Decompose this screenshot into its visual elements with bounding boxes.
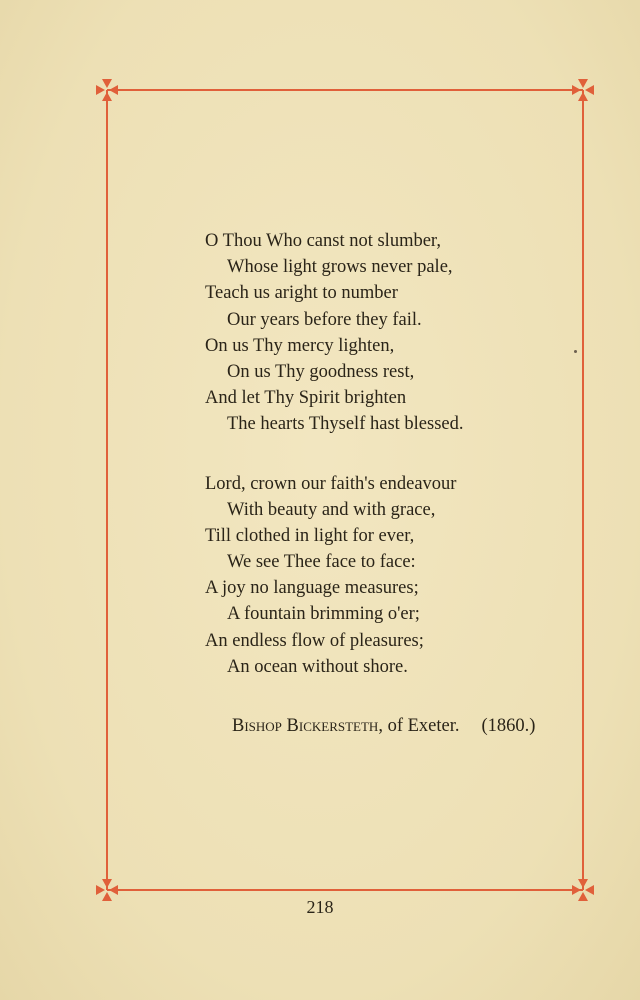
frame-border-top [107,89,583,91]
author-place: , of Exeter. [378,716,460,736]
poem-line: On us Thy goodness rest, [227,361,415,382]
cross-pattee-icon [95,78,119,102]
poem-line: With beauty and with grace, [227,499,436,520]
attribution [232,716,535,737]
poem-line: A fountain brimming o'er; [227,604,420,625]
poem-line: Teach us aright to number [205,283,398,304]
page-number: 218 [306,897,334,917]
frame-border-left [106,90,108,890]
poem-line: O Thou Who canst not slumber, [205,231,441,251]
poem-line: Whose light grows never pale, [227,257,453,278]
poem-line: Our years before they fail. [227,309,422,330]
poem-line: A joy no language measures; [205,578,419,599]
cross-pattee-icon [571,78,595,102]
poem-line: An ocean without shore. [227,656,408,677]
stanza-gap [205,438,585,471]
poem-line: We see Thee face to face: [227,552,416,573]
year: (1860.) [481,716,536,736]
poem-line: The hearts Thyself hast blessed. [227,414,464,435]
poem-line: Till clothed in light for ever, [205,525,415,546]
poem-line: On us Thy mercy lighten, [205,335,395,356]
stanza-1 [205,228,585,438]
stanza-2 [205,471,585,681]
author-name: Bishop Bickersteth [232,716,379,736]
poem-line: Lord, crown our faith's endeavour [205,473,457,494]
poem-line: An endless flow of pleasures; [205,630,424,651]
poem-line: And let Thy Spirit brighten [205,388,407,409]
frame-border-bottom [107,889,583,891]
poem [205,228,585,680]
